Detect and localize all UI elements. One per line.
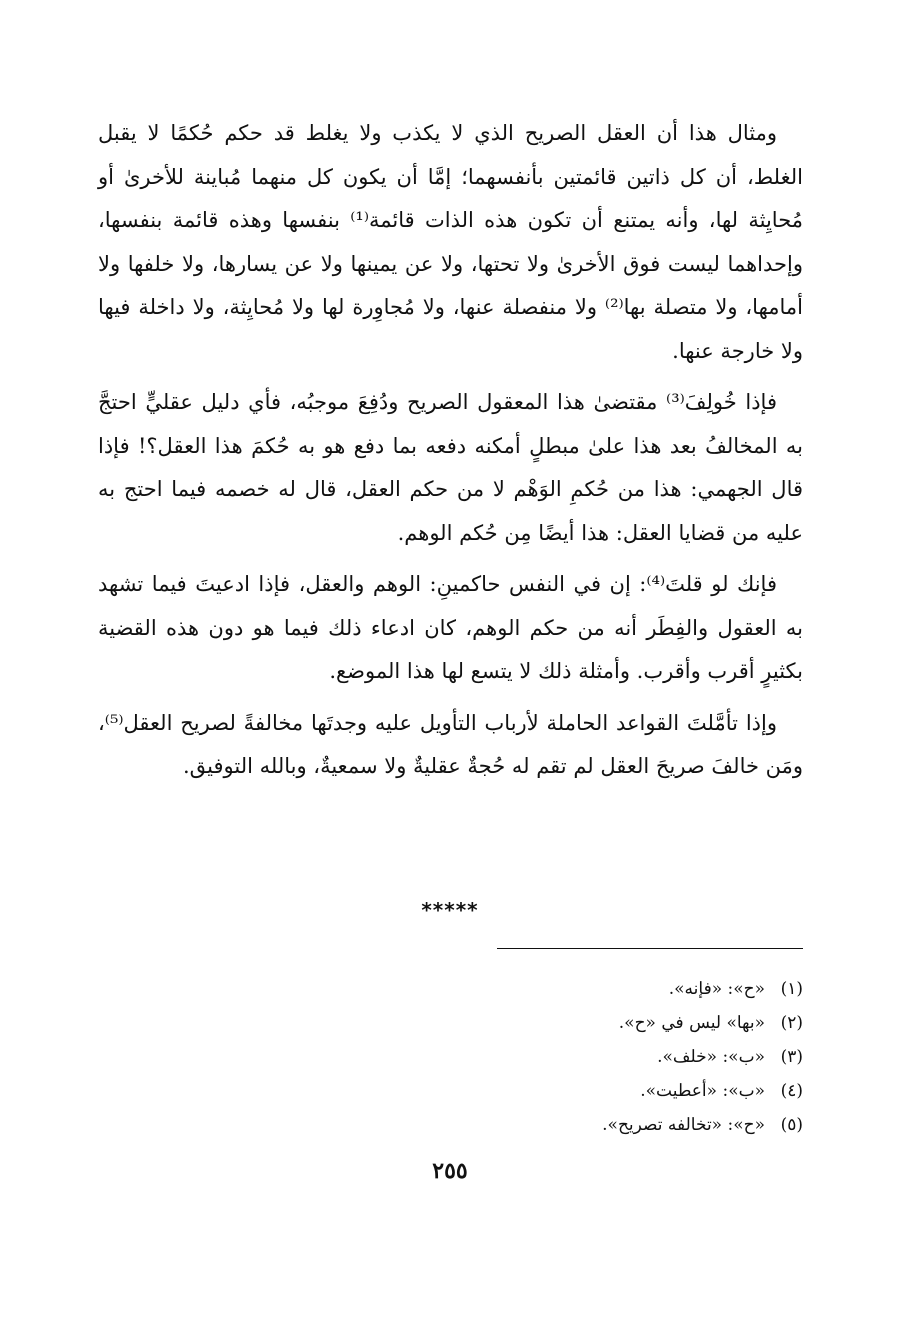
page-number: ٢٥٥: [432, 1158, 468, 1184]
paragraph-1: ومثال هذا أن العقل الصريح الذي لا يكذب ولا يغلط قد حكم حُكمًا لا يقبل الغلط، أن كل ذاتين قائمتين بأنفسهما؛ إمَّا أن يكون كل منهما مُباينة للأخرىٰ أو مُحايِثة لها، وأنه يمتنع أن تكون هذه الذات قائمة⁽¹⁾ بنفسها وهذه قائمة بنفسها، وإحداهما ليست فوق الأخرىٰ ولا تحتها، ولا عن يمينها ولا عن يسارها، ولا خلفها ولا أمامها، ولا متصلة بها⁽²⁾ ولا منفصلة عنها، ولا مُجاوِرة لها ولا مُحايِثة، ولا داخلة فيها ولا خارجة عنها.: [98, 121, 804, 363]
footnote-number: (٣): [780, 1047, 803, 1067]
main-text: [98, 112, 803, 797]
footnote-text: «ح»: «فإنه».: [668, 979, 765, 999]
paragraph-4: وإذا تأمَّلتَ القواعد الحاملة لأرباب التأويل عليه وجدتَها مخالفةً لصريح العقل⁽⁵⁾، ومَن خالفَ صريحَ العقل لم تقم له حُجةٌ عقليةٌ ولا سمعيةٌ، وبالله التوفيق.: [98, 710, 803, 778]
footnote-number: (٥): [780, 1115, 803, 1135]
paragraph-2: فإذا خُولِفَ⁽³⁾ مقتضىٰ هذا المعقول الصريح ودُفِعَ موجبُه، فأي دليل عقليٍّ احتجَّ به المخالفُ بعد هذا علىٰ مبطلٍ أمكنه دفعه بما دفع هو به حُكمَ هذا العقل؟! فإذا قال الجهمي: هذا من حُكمِ الوَهْم لا من حكم العقل، قال له خصمه فيما احتج به عليه من قضايا العقل: هذا أيضًا مِن حُكم الوهم.: [98, 390, 803, 545]
footnote-number: (٢): [780, 1013, 803, 1033]
section-separator: *****: [421, 898, 479, 922]
footnote-4: [383, 1074, 803, 1108]
footnote-text: «ب»: «خلف».: [657, 1047, 765, 1067]
footnote-number: (١): [780, 979, 803, 999]
footnote-1: [383, 972, 803, 1006]
footnote-3: [383, 1040, 803, 1074]
footnote-2: [383, 1006, 803, 1040]
footnote-number: (٤): [780, 1081, 803, 1101]
footnote-divider: [497, 948, 803, 949]
footnote-text: «بها» ليس في «ح».: [618, 1013, 765, 1033]
paragraph-3: فإنك لو قلتَ⁽⁴⁾: إن في النفس حاكمينِ: الوهم والعقل، فإذا ادعيتَ فيما تشهد به العقول والفِطَر أنه من حكم الوهم، كان ادعاء ذلك فيما هو دون هذه القضية بكثيرٍ أقرب وأقرب. وأمثلة ذلك لا يتسع لها هذا الموضع.: [98, 572, 803, 683]
footnote-5: [383, 1108, 803, 1142]
footnotes-list: [383, 972, 803, 1142]
footnote-text: «ح»: «تخالفه تصريح».: [602, 1115, 765, 1135]
footnote-text: «ب»: «أعطيت».: [640, 1081, 765, 1101]
